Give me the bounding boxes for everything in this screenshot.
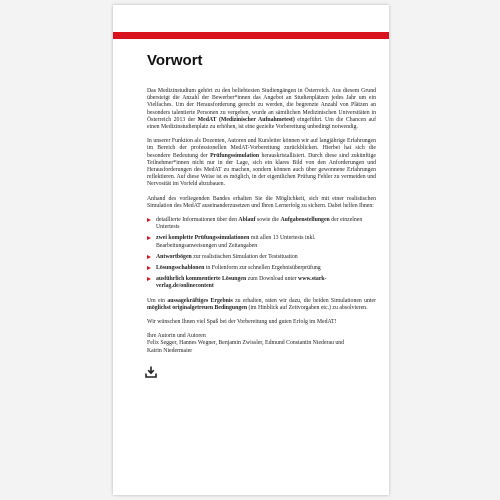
paragraph-text: In unserer Funktion als Dozenten, Autoren und Kursleiter können wir auf langjährige Erfahrungen im Bereich der professionellen MedAT-Vorbereitung zurückblicken. Hierbei hat sich die besondere Bedeutung der	[147, 138, 376, 159]
bold-term: Prüfungssimulation	[210, 152, 260, 159]
item-text: der einzelnen Untertests	[156, 217, 363, 231]
bold-term: Ablauf	[238, 217, 256, 224]
paragraph-text: zu erhalten, raten wir dazu, die beiden Simulationen unter	[235, 297, 377, 304]
list-item	[147, 276, 376, 290]
bold-term: ausführlich kommentierte Lösungen	[156, 276, 247, 283]
authors-block	[147, 333, 376, 355]
item-text: mit allen 13 Untertests inkl. Bearbeitungsanweisungen und Zeitangaben	[156, 235, 316, 249]
document-page	[113, 5, 389, 495]
paragraph-text: Das Medizinstudium gehört zu den beliebtesten Studiengängen in Österreich. Aus diesem Grund übersteigt die Anzahl der Bewerber*innen das Angebot an Studienplätzen jedes Jahr um ein Vielfaches. Um der Herausforderung gerecht zu werden, die begrenzte Anzahl von Plätzen an besonders talentierte Personen zu vergeben, wurde an sämtlichen Medizinischen Universitäten in Österreich 2013 der	[147, 88, 376, 123]
paragraph-text: herauskristallisiert. Durch diese sind zukünftige Teilnehmer*innen nicht nur in der Lage, sich ein klares Bild von den Anforderungen und Herausforderungen des MedAT zu machen, sondern können auch über gewonnene Erfahrungen reflektieren. Auf diese Weise ist es möglich, in der eigentlichen Prüfung Fehler zu vermeiden und Nervosität im Vorfeld abzubauen.	[147, 152, 376, 188]
list-item	[147, 235, 376, 249]
triangle-bullet-icon	[147, 266, 151, 270]
bold-term: möglichst originalgetreuen Bedingungen	[147, 304, 248, 311]
triangle-bullet-icon	[147, 255, 151, 259]
paragraph-advice	[147, 298, 376, 312]
paragraph-text: eingeführt. Um die Chancen auf einen Medizinstudienplatz zu erhöhen, ist eine gezielte Vorbereitung unbedingt notwendig.	[147, 116, 377, 131]
bold-term: Lösungsschablonen	[156, 265, 205, 272]
bold-term: Aufgabenstellungen	[280, 217, 330, 224]
item-text: sowie die	[256, 217, 280, 224]
paragraph-text: (im Hinblick auf Zeitvorgaben etc.) zu absolvieren.	[248, 304, 368, 311]
paragraph-offer: Anhand des vorliegenden Bandes erhalten Sie die Möglichkeit, sich mit einer realistischen Simulation des MedAT auseinanderzusetzen und Ihren Lernerfolg zu sichern. Dabei helfen Ihnen:	[147, 195, 376, 209]
triangle-bullet-icon	[147, 277, 151, 281]
page-title: Vorwort	[147, 52, 203, 69]
authors-line: Felix Segger, Hannes Wegner, Benjamin Zwissler, Edmund Constantin Niederau und	[147, 340, 345, 347]
item-text: zur realistischen Simulation der Testsituation	[193, 253, 298, 260]
bold-term: MedAT (Medizinischer Aufnahmetest)	[197, 116, 295, 123]
list-item	[147, 217, 376, 231]
paragraph-experience	[147, 138, 376, 188]
bold-term: Antwortbögen	[156, 253, 192, 260]
bold-term: aussagekräftiges Ergebnis	[167, 297, 233, 304]
feature-list	[147, 217, 376, 291]
paragraph-wishes: Wir wünschen Ihnen viel Spaß bei der Vorbereitung und guten Erfolg im MedAT!	[147, 319, 337, 326]
list-item	[147, 265, 376, 272]
download-icon	[145, 366, 157, 378]
download-link[interactable]: www.stark-verlag.de/onlinecontent	[156, 276, 327, 290]
item-text: zum Download unter	[247, 276, 297, 283]
item-text: in Folienform zur schnellen Ergebnisüberprüfung	[205, 265, 321, 272]
paragraph-text: Um ein	[147, 297, 166, 304]
header-accent-bar	[113, 32, 389, 39]
body-text	[147, 88, 376, 355]
bold-term: zwei komplette Prüfungssimulationen	[156, 235, 250, 242]
triangle-bullet-icon	[147, 236, 151, 240]
triangle-bullet-icon	[147, 218, 151, 222]
item-text: detaillierte Informationen über den	[156, 217, 237, 224]
signoff: Ihre Autorin und Autoren	[147, 333, 206, 340]
authors-line: Katrin Niedermaier	[147, 347, 193, 354]
paragraph-intro	[147, 88, 376, 131]
list-item	[147, 254, 376, 261]
